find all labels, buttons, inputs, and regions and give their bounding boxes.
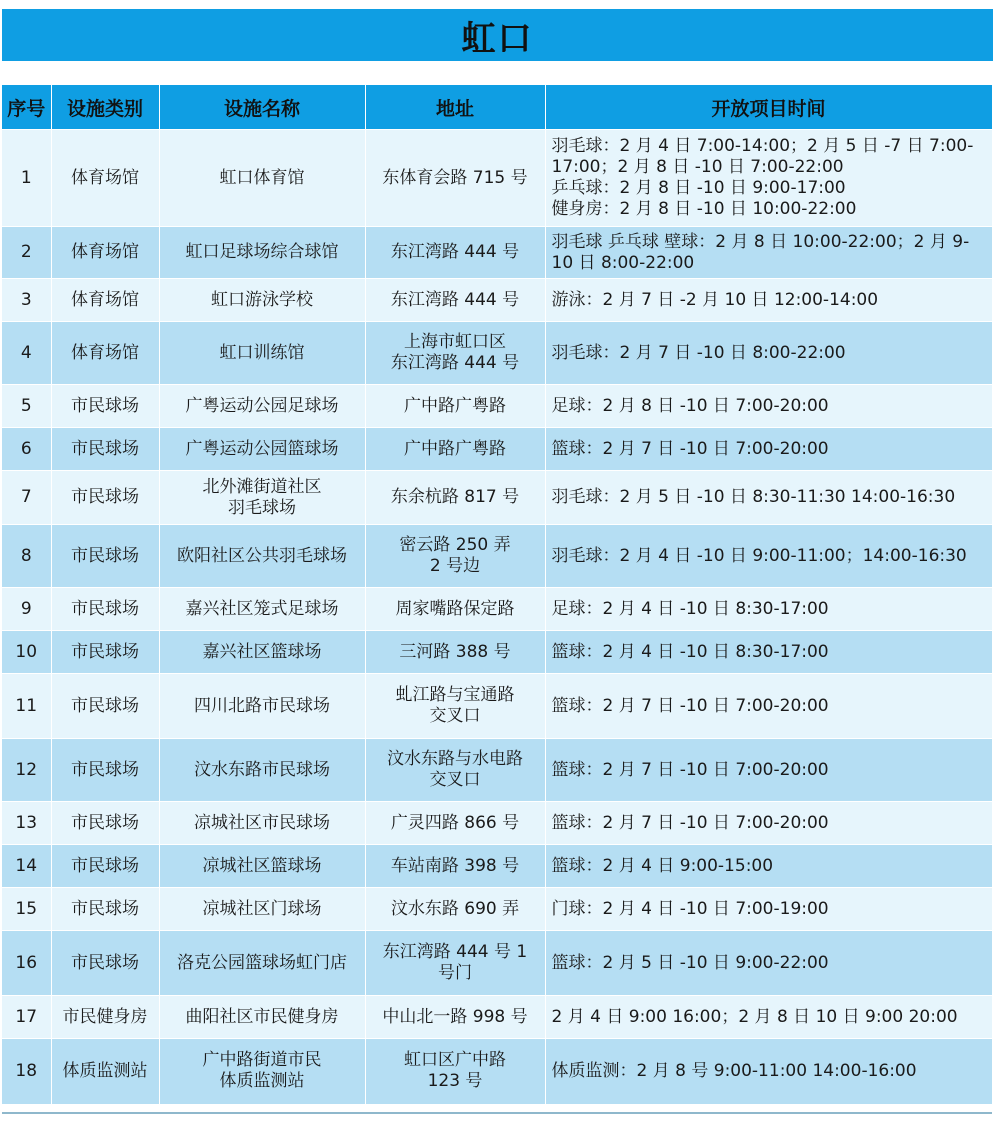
cell-hours (545, 279, 992, 322)
table-row (2, 279, 992, 322)
cell-address (365, 525, 545, 588)
cell-address: 车站南路 398 号 (365, 845, 545, 888)
cell-hours (545, 385, 992, 428)
cell-name (159, 1039, 365, 1104)
cell-no: 9 (2, 588, 51, 631)
cell-line: 汶水东路与水电路 (387, 749, 523, 769)
cell-name: 洛克公园篮球场虹门店 (159, 931, 365, 996)
cell-line: 游泳：2 月 7 日 -2 月 10 日 12:00-14:00 (551, 289, 879, 310)
cell-line: 足球：2 月 8 日 -10 日 7:00-20:00 (551, 395, 829, 416)
cell-address (365, 322, 545, 385)
cell-name: 欧阳社区公共羽毛球场 (159, 525, 365, 588)
table-row (2, 588, 992, 631)
table-header-row (2, 85, 992, 130)
cell-line: 广中路街道市民 (202, 1050, 322, 1071)
cell-hours (545, 471, 992, 525)
cell-address (365, 739, 545, 802)
cell-category: 市民健身房 (51, 996, 159, 1039)
table-row (2, 428, 992, 471)
cell-no: 17 (2, 996, 51, 1039)
cell-line: 北外滩街道社区 (202, 476, 322, 497)
cell-no: 7 (2, 471, 51, 525)
cell-hours (545, 227, 992, 279)
cell-category: 市民球场 (51, 471, 159, 525)
cell-category: 市民球场 (51, 385, 159, 428)
cell-name: 四川北路市民球场 (159, 674, 365, 739)
cell-name: 嘉兴社区篮球场 (159, 631, 365, 674)
cell-name: 虹口游泳学校 (159, 279, 365, 322)
cell-no: 5 (2, 385, 51, 428)
cell-line: 上海市虹口区 (404, 332, 506, 352)
cell-no: 2 (2, 227, 51, 279)
header-name: 设施名称 (159, 85, 365, 130)
cell-hours (545, 802, 992, 845)
cell-category: 市民球场 (51, 739, 159, 802)
cell-line: 羽毛球：2 月 4 日 -10 日 9:00-11:00；14:00-16:30 (551, 545, 967, 566)
cell-no: 11 (2, 674, 51, 739)
cell-line: 2 月 4 日 9:00 16:00；2 月 8 日 10 日 9:00 20:00 (551, 1006, 958, 1027)
header-address: 地址 (365, 85, 545, 130)
cell-hours (545, 674, 992, 739)
cell-address: 广中路广粤路 (365, 428, 545, 471)
cell-no: 3 (2, 279, 51, 322)
table-row (2, 525, 992, 588)
cell-no: 13 (2, 802, 51, 845)
cell-name: 曲阳社区市民健身房 (159, 996, 365, 1039)
cell-name: 凉城社区市民球场 (159, 802, 365, 845)
cell-line: 羽毛球 乒乓球 壁球：2 月 8 日 10:00-22:00；2 月 9-10 日 8:00-22:00 (551, 231, 970, 273)
cell-line: 交叉口 (429, 706, 481, 726)
cell-no: 18 (2, 1039, 51, 1104)
cell-line: 东江湾路 444 号 1 (382, 942, 528, 962)
cell-no: 15 (2, 888, 51, 931)
cell-hours (545, 428, 992, 471)
cell-category: 体育场馆 (51, 130, 159, 227)
cell-no: 14 (2, 845, 51, 888)
cell-line: 篮球：2 月 4 日 9:00-15:00 (551, 855, 774, 876)
cell-line: 羽毛球：2 月 5 日 -10 日 8:30-11:30 14:00-16:30 (551, 487, 956, 507)
cell-line: 东江湾路 444 号 (390, 353, 520, 373)
cell-no: 1 (2, 130, 51, 227)
cell-no: 10 (2, 631, 51, 674)
cell-hours (545, 888, 992, 931)
cell-category: 市民球场 (51, 631, 159, 674)
cell-category: 市民球场 (51, 888, 159, 931)
cell-category: 体育场馆 (51, 279, 159, 322)
cell-name: 虹口训练馆 (159, 322, 365, 385)
header-no: 序号 (2, 85, 51, 130)
cell-line: 篮球：2 月 7 日 -10 日 7:00-20:00 (551, 695, 829, 716)
table-row (2, 130, 992, 227)
cell-no: 8 (2, 525, 51, 588)
cell-hours (545, 130, 992, 227)
table-row (2, 227, 992, 279)
cell-line: 123 号 (427, 1071, 483, 1092)
cell-category: 市民球场 (51, 845, 159, 888)
cell-hours (545, 845, 992, 888)
cell-name: 凉城社区篮球场 (159, 845, 365, 888)
facilities-table (2, 85, 993, 1104)
title-bar (2, 9, 993, 61)
cell-hours (545, 525, 992, 588)
cell-hours (545, 322, 992, 385)
cell-hours (545, 631, 992, 674)
cell-hours (545, 588, 992, 631)
table-row (2, 1039, 992, 1104)
cell-line: 号门 (438, 963, 472, 983)
cell-line: 篮球：2 月 4 日 -10 日 8:30-17:00 (551, 641, 829, 662)
cell-line: 羽毛球：2 月 7 日 -10 日 8:00-22:00 (551, 342, 846, 363)
table-row (2, 996, 992, 1039)
table-row (2, 385, 992, 428)
cell-line: 虬江路与宝通路 (395, 685, 515, 705)
cell-hours (545, 1039, 992, 1104)
cell-address: 周家嘴路保定路 (365, 588, 545, 631)
cell-address (365, 931, 545, 996)
table-row (2, 322, 992, 385)
cell-category: 体育场馆 (51, 227, 159, 279)
cell-line: 体质监测：2 月 8 号 9:00-11:00 14:00-16:00 (551, 1060, 917, 1081)
cell-category: 体质监测站 (51, 1039, 159, 1104)
cell-address: 东江湾路 444 号 (365, 227, 545, 279)
cell-address: 广灵四路 866 号 (365, 802, 545, 845)
table-row (2, 674, 992, 739)
cell-line: 篮球：2 月 7 日 -10 日 7:00-20:00 (551, 812, 829, 833)
bottom-rule (2, 1112, 992, 1114)
cell-line: 羽毛球场 (228, 497, 296, 518)
cell-line: 2 号边 (429, 556, 481, 576)
cell-category: 市民球场 (51, 525, 159, 588)
cell-line: 乒乓球：2 月 8 日 -10 日 9:00-17:00 (551, 178, 846, 198)
cell-category: 市民球场 (51, 802, 159, 845)
cell-line: 体质监测站 (219, 1071, 305, 1092)
table-row (2, 845, 992, 888)
table-row (2, 931, 992, 996)
page-title: 虹口 (461, 18, 534, 59)
cell-name: 虹口体育馆 (159, 130, 365, 227)
table-row (2, 471, 992, 525)
cell-hours (545, 931, 992, 996)
cell-line: 虹口区广中路 (404, 1050, 506, 1071)
cell-category: 市民球场 (51, 931, 159, 996)
cell-name: 虹口足球场综合球馆 (159, 227, 365, 279)
cell-no: 4 (2, 322, 51, 385)
cell-name (159, 471, 365, 525)
cell-line: 健身房：2 月 8 日 -10 日 10:00-22:00 (551, 199, 857, 219)
cell-category: 市民球场 (51, 588, 159, 631)
cell-line: 足球：2 月 4 日 -10 日 8:30-17:00 (551, 598, 829, 619)
table-row (2, 802, 992, 845)
table-row (2, 631, 992, 674)
table-row (2, 888, 992, 931)
cell-name: 嘉兴社区笼式足球场 (159, 588, 365, 631)
cell-name: 汶水东路市民球场 (159, 739, 365, 802)
cell-address: 东体育会路 715 号 (365, 130, 545, 227)
cell-no: 12 (2, 739, 51, 802)
cell-name: 广粤运动公园篮球场 (159, 428, 365, 471)
cell-category: 市民球场 (51, 428, 159, 471)
cell-line: 篮球：2 月 5 日 -10 日 9:00-22:00 (551, 952, 829, 973)
cell-address: 中山北一路 998 号 (365, 996, 545, 1039)
cell-no: 6 (2, 428, 51, 471)
cell-name: 广粤运动公园足球场 (159, 385, 365, 428)
cell-category: 市民球场 (51, 674, 159, 739)
cell-no: 16 (2, 931, 51, 996)
cell-address: 三河路 388 号 (365, 631, 545, 674)
cell-hours (545, 739, 992, 802)
table-row (2, 739, 992, 802)
header-hours: 开放项目时间 (545, 85, 992, 130)
cell-line: 门球：2 月 4 日 -10 日 7:00-19:00 (551, 898, 829, 919)
cell-address: 广中路广粤路 (365, 385, 545, 428)
table-body (2, 130, 992, 1104)
cell-address (365, 674, 545, 739)
cell-line: 交叉口 (429, 770, 481, 790)
cell-category: 体育场馆 (51, 322, 159, 385)
cell-hours (545, 996, 992, 1039)
cell-address (365, 1039, 545, 1104)
cell-line: 篮球：2 月 7 日 -10 日 7:00-20:00 (551, 438, 829, 459)
cell-line: 密云路 250 弄 (399, 535, 511, 555)
cell-address: 汶水东路 690 弄 (365, 888, 545, 931)
cell-line: 篮球：2 月 7 日 -10 日 7:00-20:00 (551, 759, 829, 780)
cell-address: 东余杭路 817 号 (365, 471, 545, 525)
cell-address: 东江湾路 444 号 (365, 279, 545, 322)
header-category: 设施类别 (51, 85, 159, 130)
cell-line: 羽毛球：2 月 4 日 7:00-14:00；2 月 5 日 -7 日 7:00-17:00；2 月 8 日 -10 日 7:00-22:00 (551, 136, 974, 177)
cell-name: 凉城社区门球场 (159, 888, 365, 931)
